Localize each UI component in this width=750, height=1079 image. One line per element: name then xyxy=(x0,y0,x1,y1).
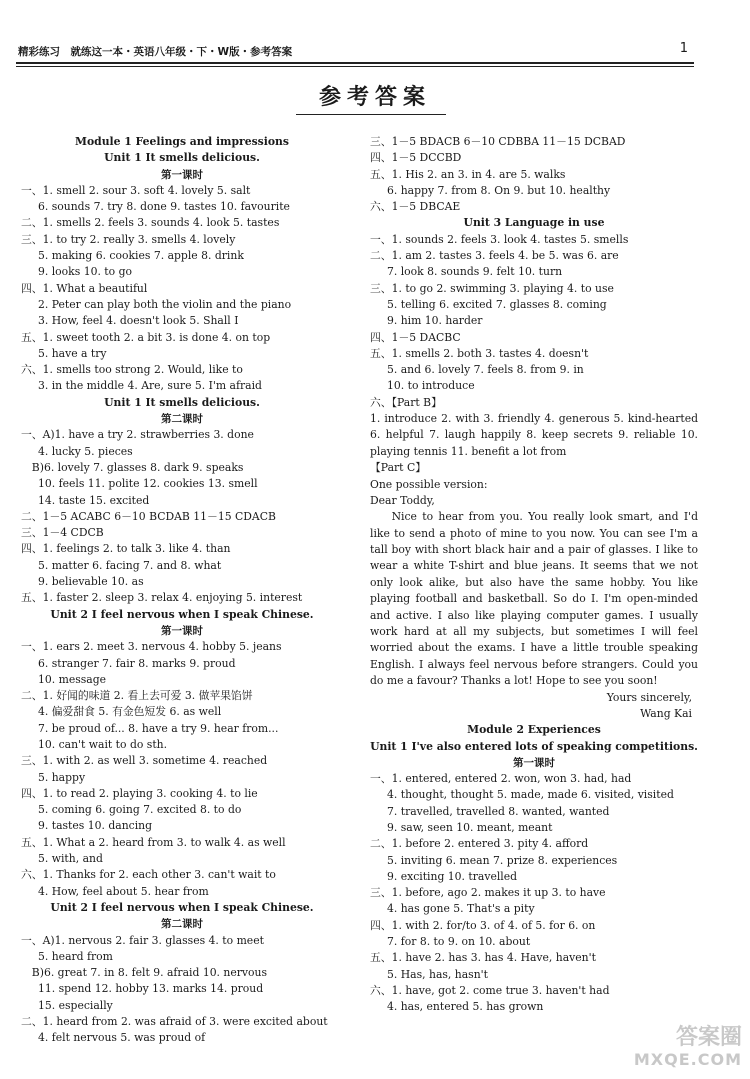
answer-line-indented: 4. How, feel about 5. hear from xyxy=(38,884,209,898)
letter-signoff: Yours sincerely, xyxy=(606,690,692,704)
answer-line-indented: 4. has gone 5. That's a pity xyxy=(387,902,535,916)
answer-line: 六、1. Thanks for 2. each other 3. can't wait to xyxy=(21,868,276,882)
answer-line: B)6. lovely 7. glasses 8. dark 9. speaks xyxy=(21,460,244,474)
answer-paragraph: 1. introduce 2. with 3. friendly 4. generous 5. kind-hearted 6. helpful 7. laugh happily 8. keep secrets 9. reliable 10. playing tennis 11. benefit a lot from xyxy=(370,412,698,458)
answer-line-indented: 9. saw, seen 10. meant, meant xyxy=(387,821,553,834)
section-heading: Unit 1 It smells delicious. xyxy=(104,395,260,409)
header-rule xyxy=(16,62,694,64)
answer-line-indented: 5. Has, has, hasn't xyxy=(387,967,488,981)
answer-line: 四、1. to read 2. playing 3. cooking 4. to lie xyxy=(21,786,258,800)
answer-line-indented: 4. lucky 5. pieces xyxy=(38,444,133,458)
answer-line-indented: 6. happy 7. from 8. On 9. but 10. healthy xyxy=(387,183,611,197)
answer-line: 二、1. heard from 2. was afraid of 3. were excited about xyxy=(21,1015,328,1029)
watermark-logo xyxy=(634,1027,742,1071)
answer-line-indented: 9. him 10. harder xyxy=(387,314,483,328)
answer-line-indented: 5. telling 6. excited 7. glasses 8. coming xyxy=(387,297,607,311)
page-title: 参考答案 xyxy=(318,85,431,110)
answer-line-indented: 9. tastes 10. dancing xyxy=(38,819,153,833)
answer-line: 五、1. faster 2. sleep 3. relax 4. enjoying 5. interest xyxy=(21,591,303,605)
answer-line: 三、1－5 BDACB 6－10 CDBBA 11－15 DCBAD xyxy=(370,135,626,148)
answer-line: 二、1. before 2. entered 3. pity 4. afford xyxy=(370,837,589,851)
answer-line-indented: 14. taste 15. excited xyxy=(38,493,150,507)
answer-line-indented: 4. felt nervous 5. was proud of xyxy=(38,1031,206,1045)
lesson-heading: 第一课时 xyxy=(513,756,555,769)
answer-line-indented: 10. to introduce xyxy=(387,379,475,393)
answer-line: One possible version: xyxy=(370,477,488,491)
answer-line: B)6. great 7. in 8. felt 9. afraid 10. nervous xyxy=(21,966,268,980)
answer-line: 一、A)1. have a try 2. strawberries 3. done xyxy=(21,428,254,442)
answer-line: 四、1. feelings 2. to talk 3. like 4. than xyxy=(21,542,231,556)
answer-line-indented: 5. making 6. cookies 7. apple 8. drink xyxy=(38,249,244,263)
lesson-heading: 第一课时 xyxy=(161,624,203,637)
answer-line-indented: 6. sounds 7. try 8. done 9. tastes 10. favourite xyxy=(38,200,290,214)
title-underline xyxy=(296,114,446,115)
header-rule-thin xyxy=(16,66,694,67)
answer-line: 四、1－5 DCCBD xyxy=(370,151,462,165)
section-heading: Unit 1 It smells delicious. xyxy=(104,151,260,165)
answer-line: 五、1. His 2. an 3. in 4. are 5. walks xyxy=(370,167,566,181)
answer-line-indented: 10. message xyxy=(38,672,107,686)
answer-line-indented: 7. for 8. to 9. on 10. about xyxy=(387,935,531,949)
answer-line-indented: 5. matter 6. facing 7. and 8. what xyxy=(38,558,222,572)
answer-line-indented: 5. have a try xyxy=(38,346,107,360)
answer-line: 六、1. smells too strong 2. Would, like to xyxy=(21,363,243,377)
answer-line-indented: 5. and 6. lovely 7. feels 8. from 9. in xyxy=(387,363,584,377)
answer-line: 五、1. have 2. has 3. has 4. Have, haven't xyxy=(370,951,596,965)
left-column xyxy=(21,134,343,1047)
section-heading: Unit 2 I feel nervous when I speak Chinese. xyxy=(50,607,314,621)
answer-line-indented: 11. spend 12. hobby 13. marks 14. proud xyxy=(38,982,264,996)
answer-line: 三、1－4 CDCB xyxy=(21,526,104,540)
answer-line: 三、1. to go 2. swimming 3. playing 4. to use xyxy=(370,281,614,295)
answer-line: 三、1. with 2. as well 3. sometime 4. reached xyxy=(21,754,268,768)
answer-line: 三、1. to try 2. really 3. smells 4. lovely xyxy=(21,232,236,246)
answer-line-indented: 9. exciting 10. travelled xyxy=(387,869,518,883)
answer-line: 五、1. smells 2. both 3. tastes 4. doesn't xyxy=(370,346,589,360)
answer-line-indented: 5. with, and xyxy=(38,852,103,866)
page-number: 1 xyxy=(679,41,688,56)
answer-line-indented: 10. feels 11. polite 12. cookies 13. smell xyxy=(38,477,258,491)
answer-line: 一、A)1. nervous 2. fair 3. glasses 4. to meet xyxy=(21,933,264,947)
answer-line-indented: 3. in the middle 4. Are, sure 5. I'm afraid xyxy=(38,379,262,393)
answer-line-indented: 7. look 8. sounds 9. felt 10. turn xyxy=(387,265,563,279)
answer-line-indented: 15. especially xyxy=(38,998,113,1012)
answer-line: 四、1－5 DACBC xyxy=(370,330,461,344)
answer-line: 二、1. smells 2. feels 3. sounds 4. look 5. tastes xyxy=(21,216,280,230)
answer-line-indented: 7. be proud of... 8. have a try 9. hear from... xyxy=(38,721,279,735)
watermark-text: 答案圈 xyxy=(675,1025,742,1050)
section-heading: Module 1 Feelings and impressions xyxy=(75,135,289,148)
answer-line: 二、1－5 ACABC 6－10 BCDAB 11－15 CDACB xyxy=(21,509,276,523)
answer-line-indented: 4. has, entered 5. has grown xyxy=(387,1000,544,1014)
answer-line-indented: 5. coming 6. going 7. excited 8. to do xyxy=(38,803,242,817)
answer-line: 一、1. entered, entered 2. won, won 3. had, had xyxy=(370,772,632,786)
answer-line: 一、1. ears 2. meet 3. nervous 4. hobby 5. jeans xyxy=(21,640,282,654)
answer-line: 【Part C】 xyxy=(370,461,427,475)
answer-line-indented: 9. believable 10. as xyxy=(38,575,144,589)
answer-line-indented: 2. Peter can play both the violin and the piano xyxy=(38,297,292,311)
answer-line: 一、1. smell 2. sour 3. soft 4. lovely 5. salt xyxy=(21,183,251,197)
answer-line: 二、1. am 2. tastes 3. feels 4. be 5. was 6. are xyxy=(370,249,619,263)
running-header: 精彩练习 就练这一本・英语八年级・下・W版・参考答案 xyxy=(18,46,293,58)
answer-line: 五、1. sweet tooth 2. a bit 3. is done 4. on top xyxy=(21,330,271,344)
answer-line-indented: 3. How, feel 4. doesn't look 5. Shall I xyxy=(38,314,239,328)
section-heading: Unit 1 I've also entered lots of speaking competitions. xyxy=(370,739,698,753)
section-heading: Unit 2 I feel nervous when I speak Chinese. xyxy=(50,900,314,914)
lesson-heading: 第一课时 xyxy=(161,168,203,181)
answer-line: 六、1－5 DBCAE xyxy=(370,200,461,214)
letter-body: Nice to hear from you. You really look smart, and I'd like to send a photo of mine to you now. You can see I'm a tall boy with short black hair and a pair of glasses. I like to wear a white T-shirt and blue jeans. It seems that we not only look alike, but also have the same hobby. You like playing football and basketball. So do I. I'm open-minded and active. I also like playing computer games. I usually work hard at all my subjects, but sometimes I will feel worried about the exams. I have a little trouble speaking English. I always feel nervous before strangers. Could you do me a favour? Thanks a lot! Hope to see you soon! xyxy=(370,510,698,688)
lesson-heading: 第二课时 xyxy=(161,413,203,426)
lesson-heading: 第二课时 xyxy=(161,918,203,931)
right-column xyxy=(370,134,698,1016)
letter-signoff: Wang Kai xyxy=(640,706,692,720)
answer-line-indented: 4. thought, thought 5. made, made 6. visited, visited xyxy=(387,788,674,802)
answer-line-indented: 5. heard from xyxy=(38,949,113,963)
answer-line: 三、1. before, ago 2. makes it up 3. to have xyxy=(370,886,606,900)
answer-line-indented: 10. can't wait to do sth. xyxy=(38,737,168,751)
answer-line-indented: 5. happy xyxy=(38,770,86,784)
answer-line-indented: 9. looks 10. to go xyxy=(38,265,132,279)
answer-line-indented: 7. travelled, travelled 8. wanted, wanted xyxy=(387,804,610,818)
section-heading: Unit 3 Language in use xyxy=(463,216,605,230)
watermark-url: MXQE.COM xyxy=(633,1050,742,1069)
answer-line-indented: 6. stranger 7. fair 8. marks 9. proud xyxy=(38,656,236,670)
answer-line: 四、1. What a beautiful xyxy=(21,281,148,295)
answer-line: 六、1. have, got 2. come true 3. haven't had xyxy=(370,983,610,997)
answer-line: 六、【Part B】 xyxy=(370,395,442,409)
answer-line-indented: 5. inviting 6. mean 7. prize 8. experiences xyxy=(387,853,618,867)
answer-line: 一、1. sounds 2. feels 3. look 4. tastes 5. smells xyxy=(370,232,629,246)
answer-line-indented: 4. 偏爱甜食 5. 有金色短发 6. as well xyxy=(38,705,222,719)
answer-line: 五、1. What a 2. heard from 3. to walk 4. as well xyxy=(21,835,286,849)
answer-line: Dear Toddy, xyxy=(370,493,435,507)
answer-line: 四、1. with 2. for/to 3. of 4. of 5. for 6. on xyxy=(370,918,596,932)
section-heading: Module 2 Experiences xyxy=(467,723,601,737)
answer-line: 二、1. 好闻的味道 2. 看上去可爱 3. 做苹果馅饼 xyxy=(21,689,253,703)
